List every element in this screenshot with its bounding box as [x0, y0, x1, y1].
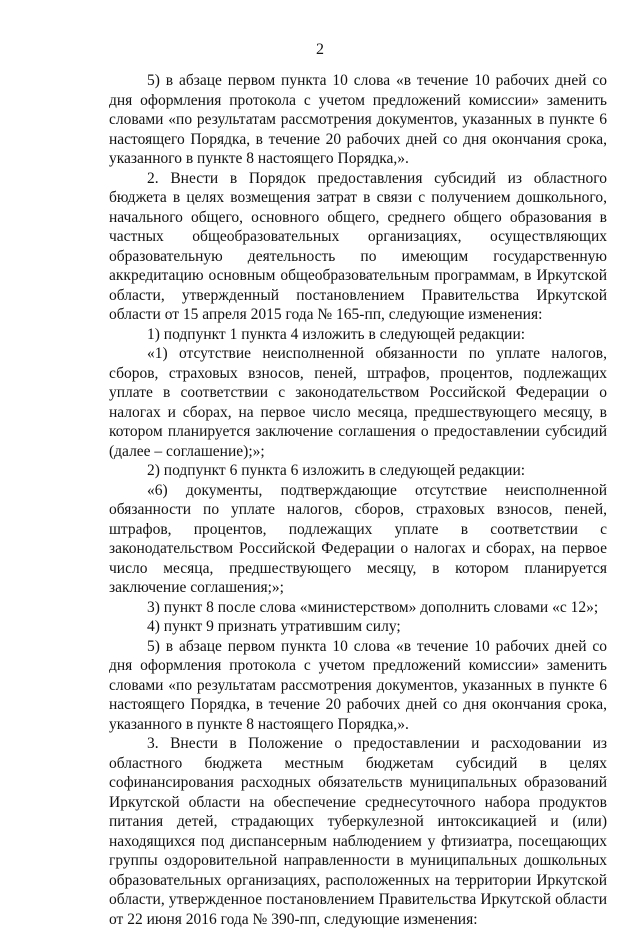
paragraph-item-2-text: «6) документы, подтверждающие отсутствие неисполненной обязанности по уплате налогов, сборов, страховых взносов, пеней, штрафов, процентов, подлежащих уплате в соответствии с законодательством Российской Федерации о налогах и сборах, на первое число месяца, предшествующего месяцу, в котором планируется заключение соглашения;»;: [109, 481, 607, 596]
paragraph-item-3: 3) пункт 8 после слова «министерством» дополнить словами «с 12»;: [147, 598, 599, 616]
paragraph-item-2: 2) подпункт 6 пункта 6 изложить в следующей редакции:: [147, 462, 526, 479]
document-body: [109, 71, 607, 929]
paragraph-item-1-text: «1) отсутствие неисполненной обязанности по уплате налогов, сборов, страховых взносов, пеней, штрафов, процентов, подлежащих уплате в соответствии с законодательством Российской Федерации о налогах и сборах, на первое число месяца, предшествующего месяцу, в котором планируется заключение соглашения о предоставлении субсидий (далее – соглашение);»;: [109, 345, 607, 460]
paragraph-amendment-5-first: 5) в абзаце первом пункта 10 слова «в течение 10 рабочих дней со дня оформления протокола с учетом предложений комиссии» заменить словами «по результатам рассмотрения документов, указанных в пункте 6 настоящего Порядка, в течение 20 рабочих дней со дня окончания срока, указанного в пункте 8 настоящего Порядка,».: [109, 72, 607, 167]
paragraph-item-5: 5) в абзаце первом пункта 10 слова «в течение 10 рабочих дней со дня оформления протокола с учетом предложений комиссии» заменить словами «по результатам рассмотрения документов, указанных в пункте 6 настоящего Порядка, в течение 20 рабочих дней со дня окончания срока, указанного в пункте 8 настоящего Порядка,».: [109, 637, 607, 733]
paragraph-item-4: 4) пункт 9 признать утратившим силу;: [147, 618, 401, 635]
page-number: 2: [316, 41, 324, 58]
paragraph-section-3: 3. Внести в Положение о предоставлении и расходовании из областного бюджета местным бюджетам субсидий в целях софинансирования расходных обязательств муниципальных образований Иркутской области на обеспечение среднесуточного набора продуктов питания детей, страдающих туберкулезной интоксикацией и (или) находящихся под диспансерным наблюдением у фтизиатра, посещающих группы оздоровительной направленности в муниципальных дошкольных образовательных организациях, расположенных на территории Иркутской области, утвержденное постановлением Правительства Иркутской области от 22 июня 2016 года № 390-пп, следующие изменения:: [109, 735, 607, 928]
paragraph-section-2: 2. Внести в Порядок предоставления субсидий из областного бюджета в целях возмещения затрат в связи с получением дошкольного, начального общего, основного общего, среднего общего образования в частных общеобразовательных организациях, осуществляющих образовательную деятельность по имеющим государственную аккредитацию основным общеобразовательным программам, в Иркутской области, утвержденный постановлением Правительства Иркутской области от 15 апреля 2015 года № 165-пп, следующие изменения:: [109, 169, 607, 323]
paragraph-item-1: 1) подпункт 1 пункта 4 изложить в следующей редакции:: [147, 325, 526, 343]
